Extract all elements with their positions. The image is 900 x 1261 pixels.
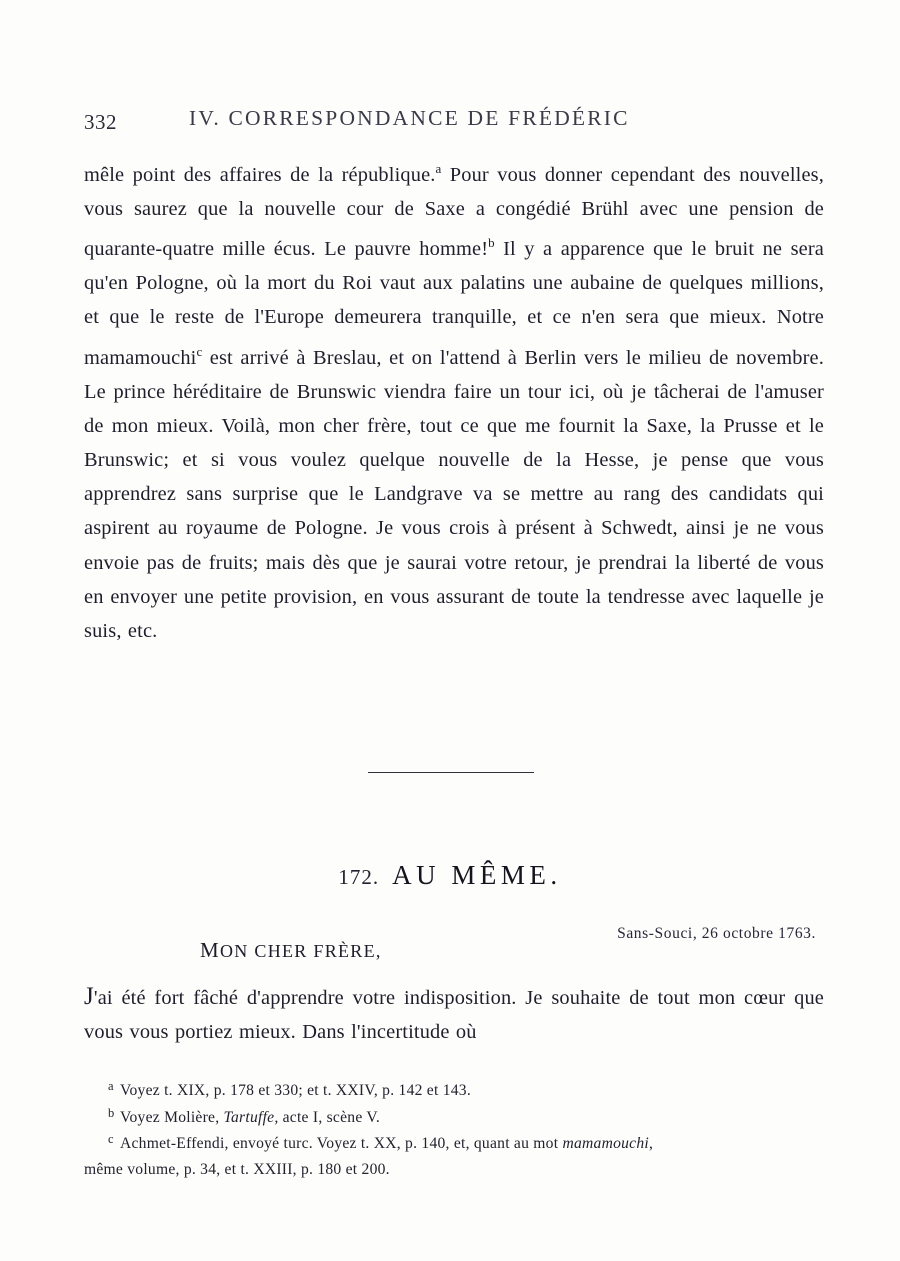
footnote-text-c-before: Achmet-Effendi, envoyé turc. Voyez t. XX, p. 140, et, quant au mot	[120, 1135, 563, 1152]
footnote-ref-a: a	[435, 161, 442, 176]
footnote-word-mamamouchi: mamamouchi	[562, 1135, 649, 1152]
body-paragraph-block	[84, 152, 824, 648]
footnote-a	[84, 1078, 824, 1104]
footnote-title-tartuffe: Tartuffe,	[223, 1108, 279, 1126]
footnote-text-b-after: acte I, scène V.	[278, 1108, 381, 1126]
salutation-initial: M	[200, 938, 220, 962]
footnote-text-a: Voyez t. XIX, p. 178 et 330; et t. XXIV, p. 142 et 143.	[120, 1082, 472, 1099]
footnote-marker-c: c	[108, 1132, 114, 1146]
letter-title: AU MÊME.	[392, 860, 562, 890]
page-header	[84, 106, 824, 138]
running-title: IV. CORRESPONDANCE DE FRÉDÉRIC	[189, 106, 630, 130]
footnote-ref-c: c	[196, 343, 203, 359]
footnote-marker-b: b	[108, 1105, 115, 1120]
footnote-c	[84, 1131, 824, 1182]
paragraph-text-part-3: Il y a apparence que le bruit ne sera qu'en Pologne, où la mort du Roi vaut aux palatins une aubaine de quelques millions, et que le reste de l'Europe demeurera tranquille, et ce n'en sera que mieux. Notre mamamouchi	[84, 238, 824, 369]
footnote-ref-b: b	[488, 235, 495, 251]
section-divider-rule	[368, 772, 534, 773]
folio-number: 332	[84, 110, 117, 134]
paragraph-continued	[84, 152, 824, 648]
letter-dateline: Sans-Souci, 26 octobre 1763.	[617, 925, 816, 942]
footnote-marker-a: a	[108, 1079, 114, 1093]
letter-heading	[0, 860, 900, 891]
paragraph-text-part-4: est arrivé à Breslau, et on l'attend à Berlin vers le milieu de novembre. Le prince héréditaire de Brunswic viendra faire un tour ici, où je tâcherai de l'amuser de mon mieux. Voilà, mon cher frère, tout ce que me fournit la Saxe, la Prusse et le Brunswic; et si vous voulez quelque nouvelle de la Hesse, je pense que vous apprendrez sans surprise que le Landgrave va se mettre au rang des candidats qui aspirent au royaume de Pologne. Je vous crois à présent à Schwedt, ainsi je ne vous envoie pas de fruits; mais dès que je saurai votre retour, je prendrai la liberté de vous en envoyer une petite provision, en vous assurant de toute la tendresse avec laquelle je suis, etc.	[84, 346, 824, 643]
salutation-text: ON CHER FRÈRE,	[219, 941, 382, 961]
letter-number: 172.	[338, 865, 380, 889]
paragraph-initial-letter: J	[84, 983, 94, 1010]
paragraph-text-part-1: mêle point des affaires de la république.	[84, 163, 436, 186]
footnotes-block	[84, 1078, 824, 1183]
letter-opening-paragraph	[84, 980, 824, 1049]
paragraph-text-part-2: Pour vous donner cependant des nouvelles, vous saurez que la nouvelle cour de Saxe a congédié Brühl avec une pension de quarante-quatre mille écus. Le pauvre homme!	[84, 163, 824, 260]
letter-paragraph-text: 'ai été fort fâché d'apprendre votre indisposition. Je souhaite de tout mon cœur que vous vous portiez mieux. Dans l'incertitude où	[84, 987, 824, 1044]
footnote-text-c-continuation: même volume, p. 34, et t. XXIII, p. 180 et 200.	[84, 1160, 390, 1178]
footnote-text-b-before: Voyez Molière,	[120, 1108, 224, 1126]
footnote-text-c-after: ,	[648, 1135, 654, 1152]
letter-salutation	[200, 938, 382, 963]
footnote-b	[84, 1105, 824, 1131]
letter-body-block	[84, 980, 824, 1049]
